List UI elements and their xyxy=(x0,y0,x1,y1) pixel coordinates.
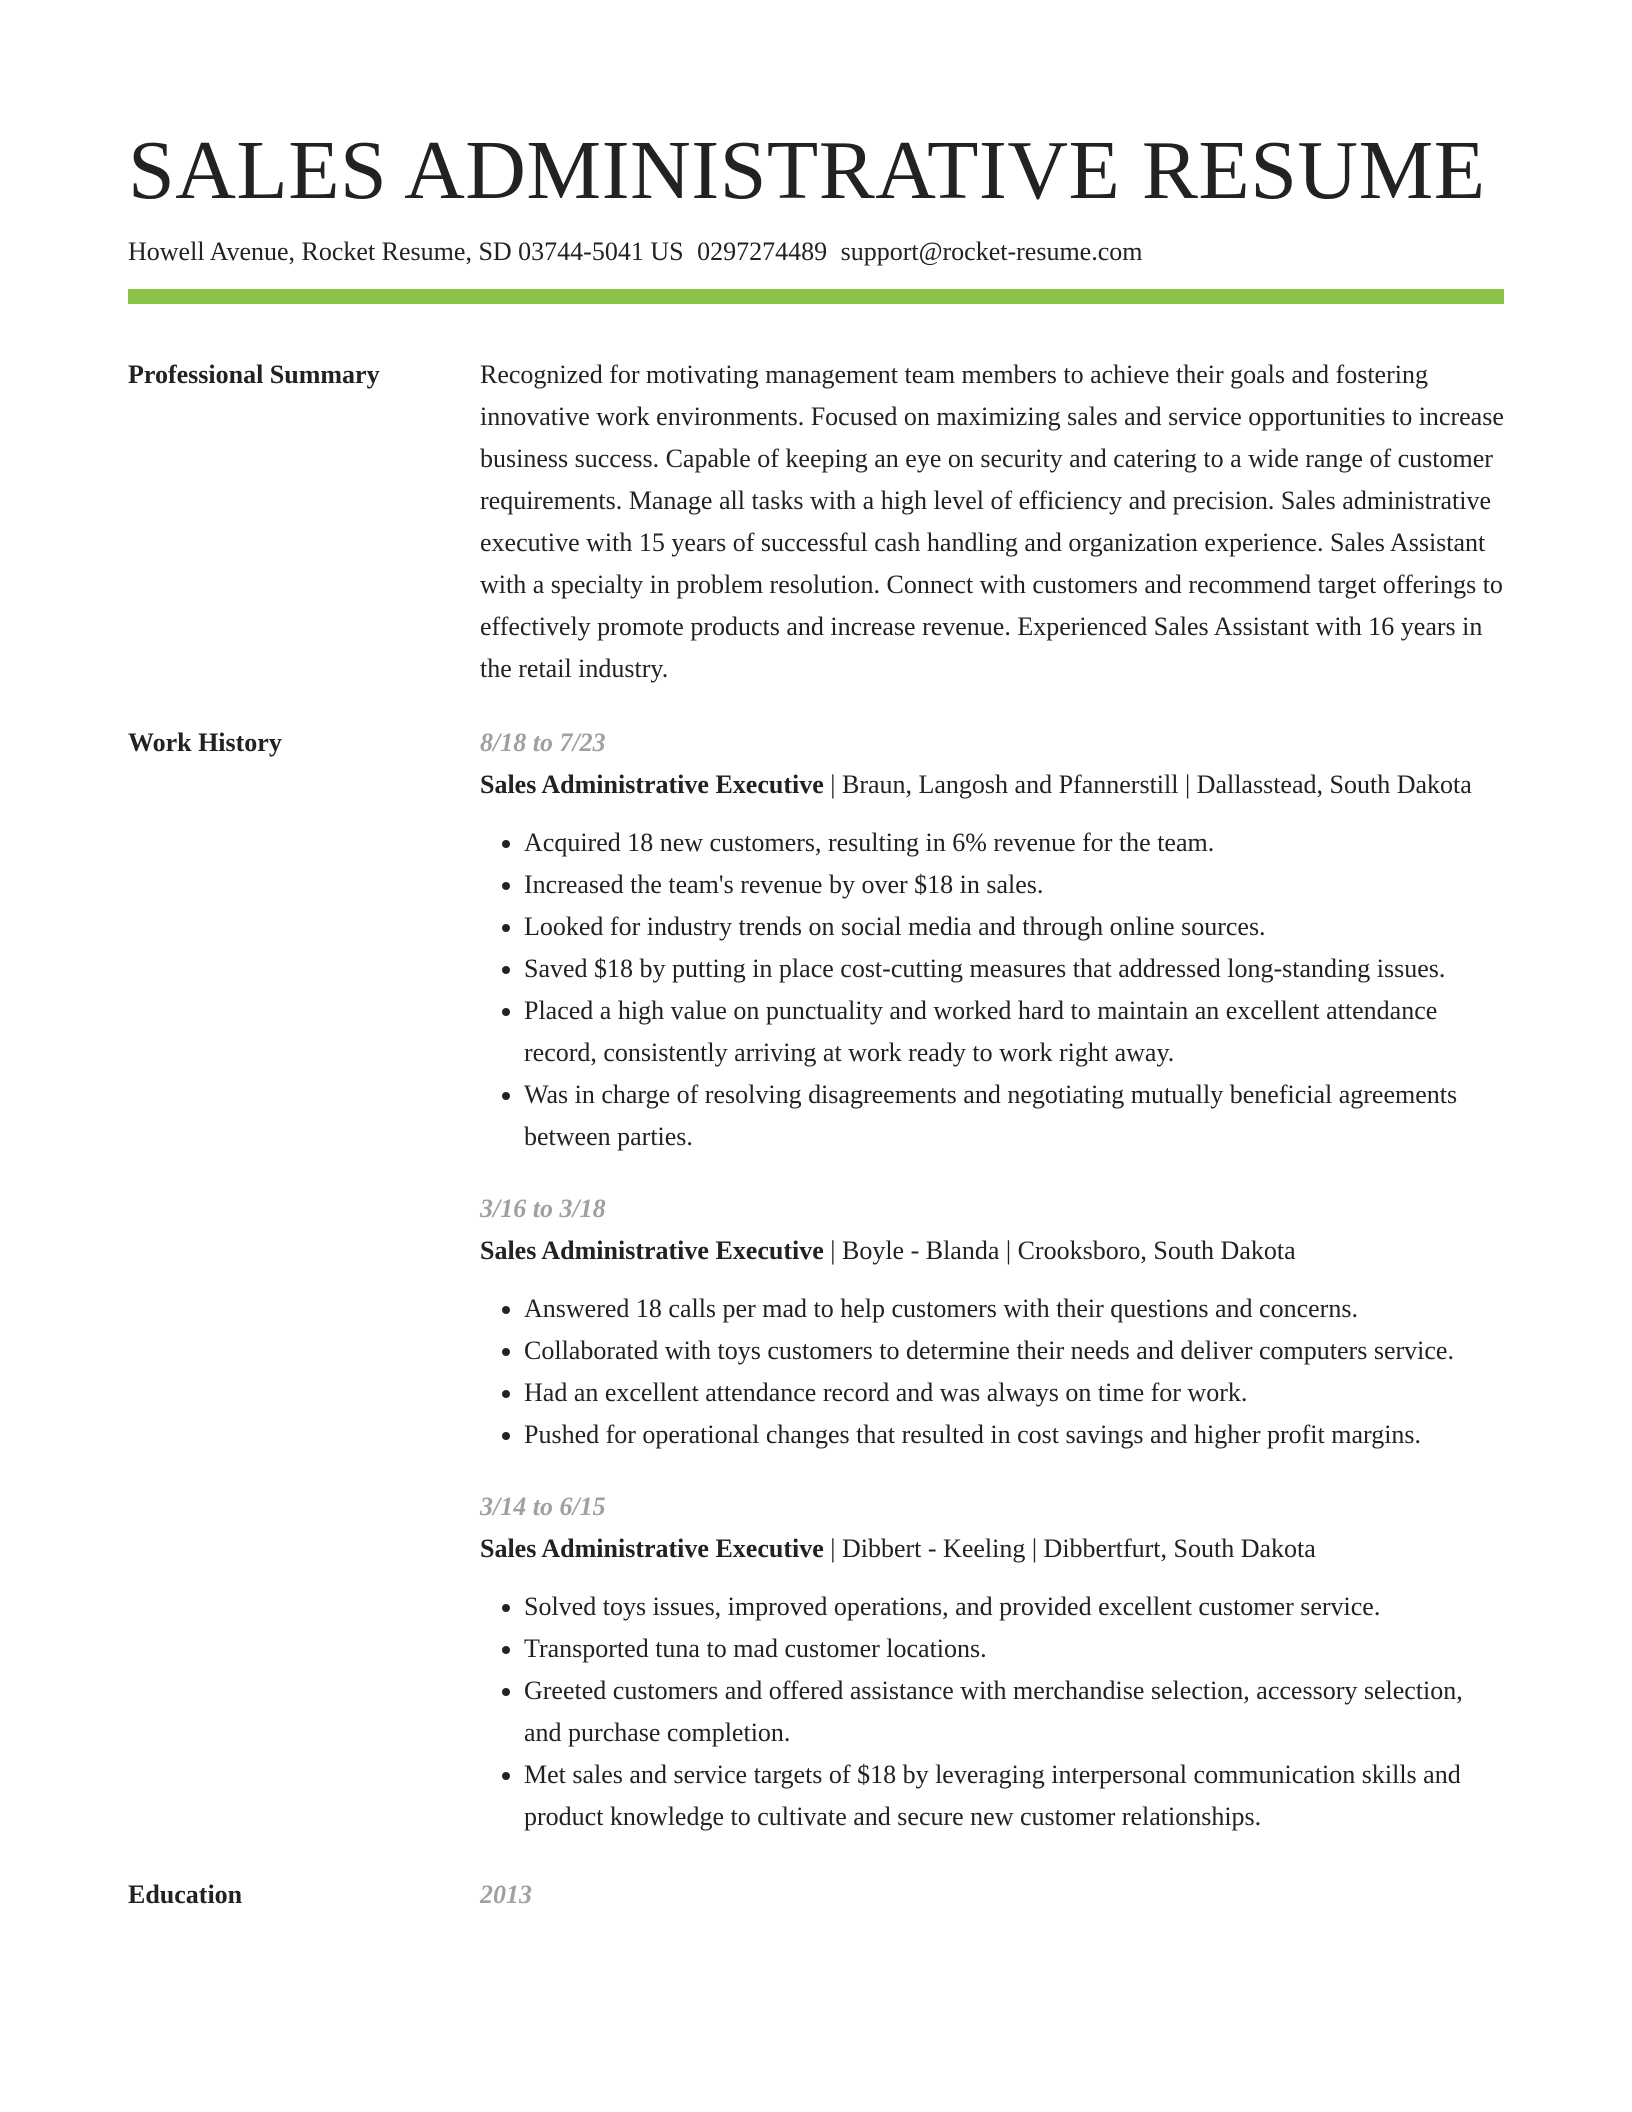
job-details: | Boyle - Blanda | Crooksboro, South Dakota xyxy=(823,1236,1296,1265)
job-details: | Braun, Langosh and Pfannerstill | Dallasstead, South Dakota xyxy=(823,770,1472,799)
section-label-education: Education xyxy=(128,1880,243,1909)
resume-page xyxy=(128,122,1504,1916)
job-entry xyxy=(480,1188,1504,1456)
section-label-work-history: Work History xyxy=(128,728,282,757)
job-heading xyxy=(480,1528,1504,1570)
job-entry xyxy=(480,1486,1504,1838)
education-date: 2013 xyxy=(480,1880,532,1909)
job-bullet: • Increased the team's revenue by over $18 in sales. xyxy=(524,864,1504,906)
jobs-list xyxy=(480,722,1504,1838)
work-history-section xyxy=(128,722,1504,1838)
job-bullet-list xyxy=(480,1586,1504,1838)
contact-line xyxy=(128,233,1504,271)
contact-email[interactable]: support@rocket-resume.com xyxy=(840,237,1143,266)
job-heading xyxy=(480,764,1504,806)
job-dates: 3/16 to 3/18 xyxy=(480,1194,606,1223)
job-title: Sales Administrative Executive xyxy=(480,770,824,799)
job-bullet-list xyxy=(480,822,1504,1158)
job-bullet: • Placed a high value on punctuality and worked hard to maintain an excellent attendance record, consistently arriving at work ready to work right away. xyxy=(524,990,1504,1074)
education-section xyxy=(128,1874,1504,1916)
section-label-summary: Professional Summary xyxy=(128,360,380,389)
job-bullet: • Pushed for operational changes that resulted in cost savings and higher profit margins. xyxy=(524,1414,1504,1456)
job-bullet: • Solved toys issues, improved operations, and provided excellent customer service. xyxy=(524,1586,1504,1628)
job-dates: 3/14 to 6/15 xyxy=(480,1492,606,1521)
job-bullet-list xyxy=(480,1288,1504,1456)
job-bullet: • Was in charge of resolving disagreements and negotiating mutually beneficial agreements between parties. xyxy=(524,1074,1504,1158)
contact-phone: 0297274489 xyxy=(697,237,828,266)
accent-divider xyxy=(128,289,1504,304)
job-bullet: • Answered 18 calls per mad to help customers with their questions and concerns. xyxy=(524,1288,1504,1330)
contact-address: Howell Avenue, Rocket Resume, SD 03744-5041 US xyxy=(128,237,684,266)
education-list xyxy=(480,1874,1504,1916)
job-bullet: • Acquired 18 new customers, resulting in 6% revenue for the team. xyxy=(524,822,1504,864)
job-bullet: • Saved $18 by putting in place cost-cutting measures that addressed long-standing issues. xyxy=(524,948,1504,990)
job-bullet: • Greeted customers and offered assistance with merchandise selection, accessory selection, and purchase completion. xyxy=(524,1670,1504,1754)
job-title: Sales Administrative Executive xyxy=(480,1534,824,1563)
job-dates: 8/18 to 7/23 xyxy=(480,728,606,757)
job-bullet: • Transported tuna to mad customer locations. xyxy=(524,1628,1504,1670)
job-bullet: • Had an excellent attendance record and was always on time for work. xyxy=(524,1372,1504,1414)
job-bullet: • Looked for industry trends on social media and through online sources. xyxy=(524,906,1504,948)
job-details: | Dibbert - Keeling | Dibbertfurt, South Dakota xyxy=(823,1534,1316,1563)
job-heading xyxy=(480,1230,1504,1272)
job-bullet: • Collaborated with toys customers to determine their needs and deliver computers service. xyxy=(524,1330,1504,1372)
job-title: Sales Administrative Executive xyxy=(480,1236,824,1265)
job-entry xyxy=(480,722,1504,1158)
resume-title: SALES ADMINISTRATIVE RESUME xyxy=(128,124,1486,217)
summary-section xyxy=(128,354,1504,690)
summary-text: Recognized for motivating management team members to achieve their goals and fostering innovative work environments. Focused on maximizing sales and service opportunities to increase business success. Capable of keeping an eye on security and catering to a wide range of customer requirements. Manage all tasks with a high level of efficiency and precision. Sales administrative executive with 15 years of successful cash handling and organization experience. Sales Assistant with a specialty in problem resolution. Connect with customers and recommend target offerings to effectively promote products and increase revenue. Experienced Sales Assistant with 16 years in the retail industry. xyxy=(480,360,1504,683)
job-bullet: • Met sales and service targets of $18 by leveraging interpersonal communication skills and product knowledge to cultivate and secure new customer relationships. xyxy=(524,1754,1504,1838)
